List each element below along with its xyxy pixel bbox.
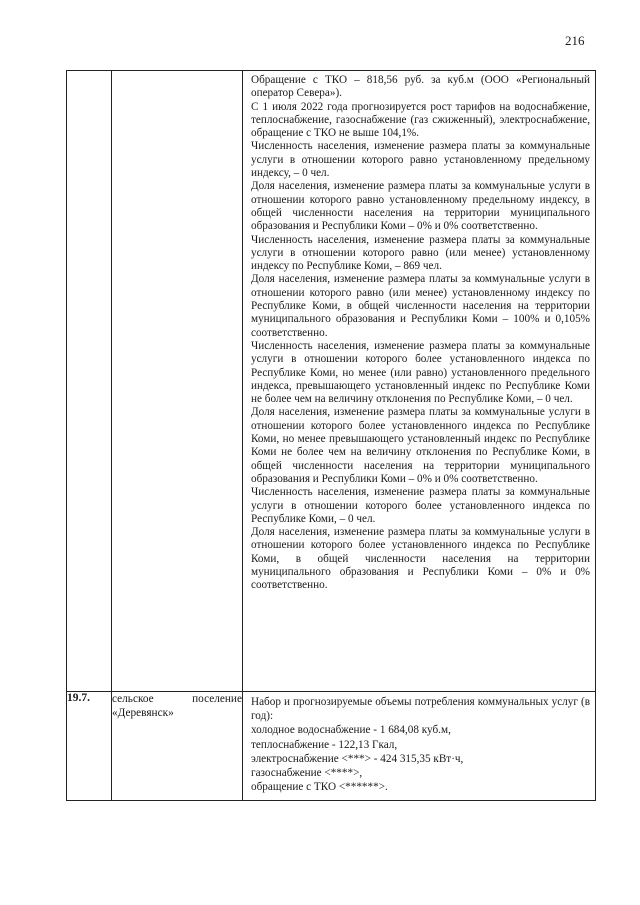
paragraph: С 1 июля 2022 года прогнозируется рост тарифов на водоснабжение, теплоснабжение, газоснабжение (газ сжиженный), электроснабжение, обращение с ТКО не выше 104,1%. [251,100,590,140]
paragraph: Доля населения, изменение размера платы за коммунальные услуги в отношении которого равно установленному предельному индексу, в общей численности населения на территории муниципального образования и Республики Коми – 0% и 0% соответственно. [251,180,590,233]
tariff-table [66,70,596,801]
page-number: 216 [565,33,585,48]
paragraph: Численность населения, изменение размера платы за коммунальные услуги в отношении которого более установленного индекса по Республике Коми, – 0 чел. [251,486,590,525]
consumption-item: теплоснабжение - 122,13 Гкал, [251,738,398,751]
paragraph: Доля населения, изменение размера платы за коммунальные услуги в отношении которого более установленного индекса по Республике Коми, но менее превышающего установленный индекс по Республике Коми не более чем на величину отклонения по Республике Коми, в общей численности населения на территории муниципального образования и Республики Коми – 0% и 0% соответственно. [251,406,590,485]
paragraph: Численность населения, изменение размера платы за коммунальные услуги в отношении которого равно (или менее) установленному индексу по Республике Коми, – 869 чел. [251,233,590,273]
consumption-item: газоснабжение <****>, [251,767,363,780]
settlement-cell [112,71,243,692]
description-cell [243,692,596,801]
paragraph: Доля населения, изменение размера платы за коммунальные услуги в отношении которого равно (или менее) установленному индексу по Республике Коми, в общей численности населения на территории муниципального образования и Республики Коми – 100% и 0,105% соответственно. [251,273,590,339]
paragraph: Численность населения, изменение размера платы за коммунальные услуги в отношении которого более установленного индекса по Республике Коми, но менее (или равно) установленного предельного индекса, превышающего установленный индекс по Республике Коми не более чем на величину отклонения по Республике Коми, – 0 чел. [251,339,590,406]
row-number-cell: 19.7. [67,692,112,801]
consumption-item: холодное водоснабжение - 1 684,08 куб.м, [251,724,451,737]
row-number-cell [67,71,112,692]
settlement-cell: сельское поселение «Деревянск» [112,692,243,801]
description-cell [243,71,596,692]
consumption-item: обращение с ТКО <******>. [251,781,388,794]
paragraph: Доля населения, изменение размера платы за коммунальные услуги в отношении которого более установленного индекса по Республике Коми, в общей численности населения на территории муниципального образования и Республики Коми – 0% и 0% соответственно. [251,526,590,592]
table-row [67,692,596,801]
consumption-item: электроснабжение <***> - 424 315,35 кВт·ч, [251,752,464,765]
consumption-heading: Набор и прогнозируемые объемы потребления коммунальных услуг (в год): [251,696,590,723]
paragraph: Обращение с ТКО – 818,56 руб. за куб.м (ООО «Региональный оператор Севера»). [251,74,590,100]
paragraph: Численность населения, изменение размера платы за коммунальные услуги в отношении которого равно установленному предельному индексу, – 0 чел. [251,140,590,180]
table-row [67,71,596,692]
